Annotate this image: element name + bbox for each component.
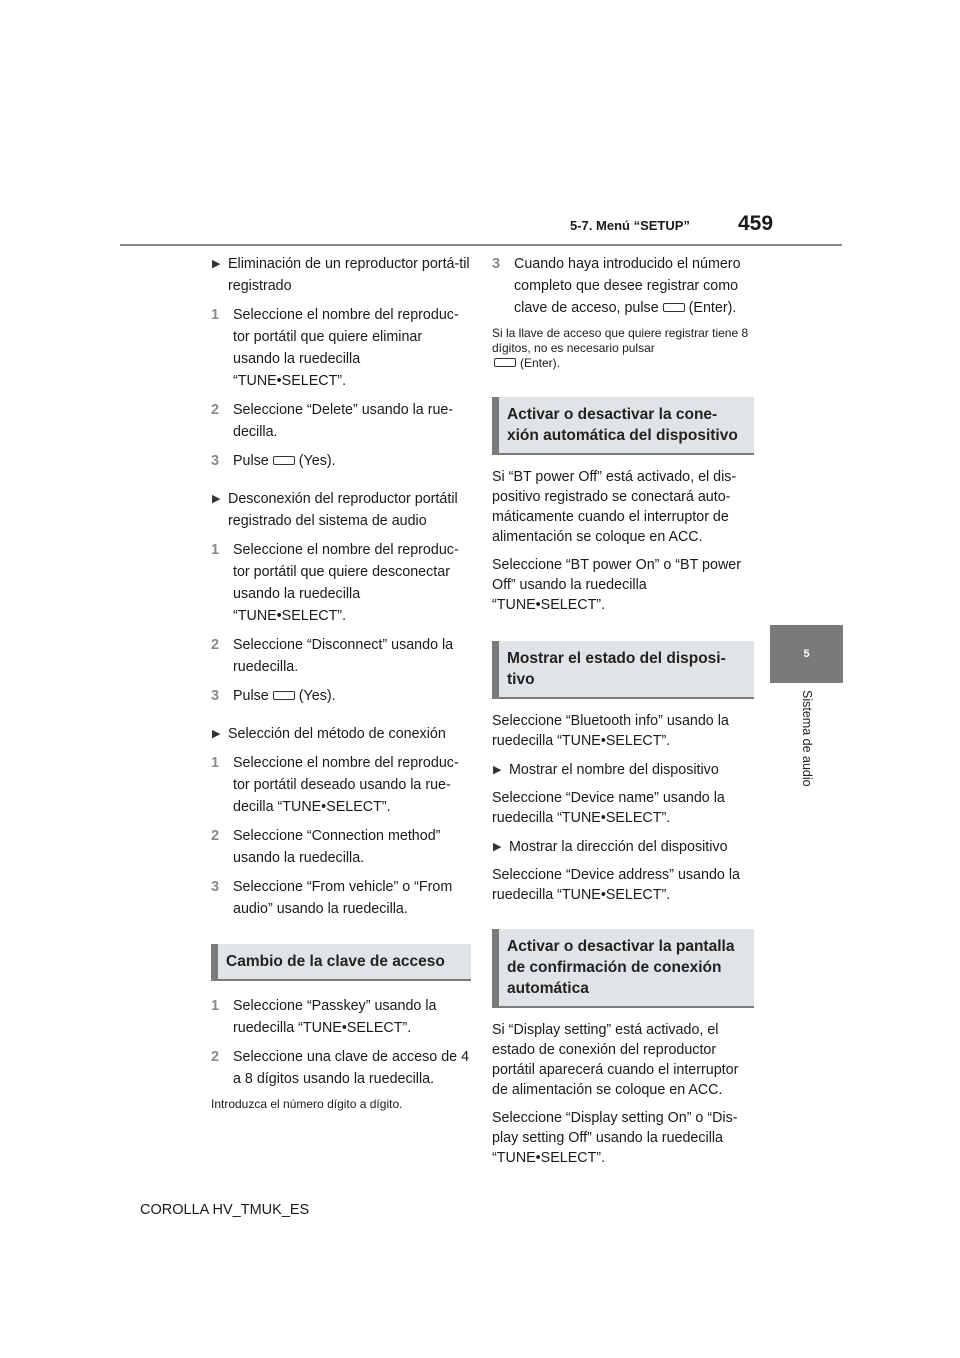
bullet-device-name: ▶ Mostrar el nombre del dispositivo xyxy=(492,759,754,781)
step: 3 Pulse (Yes). xyxy=(211,453,336,469)
step: 2 Seleccione una clave de acceso de 4 a 8 dígitos usando la ruedecilla. xyxy=(211,1049,470,1087)
step: 3 Pulse (Yes). xyxy=(211,688,336,704)
paragraph: Seleccione “Display setting On” o “Dis-play setting Off” usando la ruedecilla “TUNE•SELECT”. xyxy=(492,1110,738,1166)
step: 3 Seleccione “From vehicle” o “From audio” usando la ruedecilla. xyxy=(211,879,453,917)
heading-auto-connect: Activar o desactivar la cone-xión automática del dispositivo xyxy=(492,397,754,455)
bullet-connection-method: ▶ Selección del método de conexión xyxy=(211,723,471,745)
step: 1 Seleccione “Passkey” usando la ruedecilla “TUNE•SELECT”. xyxy=(211,998,437,1036)
triangle-right-icon: ▶ xyxy=(212,493,221,505)
paragraph: Seleccione “Device address” usando la ruedecilla “TUNE•SELECT”. xyxy=(492,867,740,903)
bullet-disconnect-player: ▶ Desconexión del reproductor portátil registrado del sistema de audio xyxy=(211,488,471,532)
triangle-right-icon: ▶ xyxy=(212,258,221,270)
paragraph: Seleccione “Device name” usando la ruedecilla “TUNE•SELECT”. xyxy=(492,790,725,826)
paragraph: Si “BT power Off” está activado, el dis-positivo registrado se conectará auto-máticamente cuando el interruptor de alimentación se coloque en ACC. xyxy=(492,469,737,545)
right-column xyxy=(492,253,754,1176)
page-number: 459 xyxy=(738,212,774,235)
footer-model-code: COROLLA HV_TMUK_ES xyxy=(140,1202,310,1218)
triangle-right-icon: ▶ xyxy=(493,841,502,853)
step: 2 Seleccione “Delete” usando la rue-decilla. xyxy=(211,402,454,440)
bullet-device-address: ▶ Mostrar la dirección del dispositivo xyxy=(492,836,754,858)
heading-device-status: Mostrar el estado del disposi-tivo xyxy=(492,641,754,699)
paragraph: Si “Display setting” está activado, el estado de conexión del reproductor portátil aparecerá cuando el interruptor de alimentación se coloque en ACC. xyxy=(492,1022,739,1098)
paragraph: Seleccione “BT power On” o “BT power Off” usando la ruedecilla “TUNE•SELECT”. xyxy=(492,557,741,613)
button-icon xyxy=(663,303,685,312)
chapter-number: 5 xyxy=(803,648,810,660)
step: 2 Seleccione “Connection method” usando la ruedecilla. xyxy=(211,828,441,866)
step: 1 Seleccione el nombre del reproduc-tor portátil deseado usando la rue-decilla “TUNE•SELECT”. xyxy=(211,755,459,815)
section-title: 5-7. Menú “SETUP” xyxy=(570,218,690,233)
paragraph: Seleccione “Bluetooth info” usando la ruedecilla “TUNE•SELECT”. xyxy=(492,713,729,749)
note: Si la llave de acceso que quiere registrar tiene 8 dígitos, no es necesario pulsar (Enter). xyxy=(492,326,749,370)
step: 1 Seleccione el nombre del reproduc-tor portátil que quiere eliminar usando la ruedecilla “TUNE•SELECT”. xyxy=(211,307,459,389)
left-column xyxy=(211,253,471,1122)
bullet-remove-player: ▶ Eliminación de un reproductor portá-til registrado xyxy=(211,253,471,297)
button-icon xyxy=(273,691,295,700)
step: 2 Seleccione “Disconnect” usando la ruedecilla. xyxy=(211,637,454,675)
chapter-tab xyxy=(770,625,843,683)
chapter-label: Sistema de audio xyxy=(800,690,814,787)
note: Introduzca el número dígito a dígito. xyxy=(211,1097,403,1111)
heading-display-setting: Activar o desactivar la pantalla de confirmación de conexión automática xyxy=(492,929,754,1008)
triangle-right-icon: ▶ xyxy=(493,764,502,776)
step: 1 Seleccione el nombre del reproduc-tor portátil que quiere desconectar usando la ruedecilla “TUNE•SELECT”. xyxy=(211,542,459,624)
button-icon xyxy=(273,456,295,465)
heading-passkey: Cambio de la clave de acceso xyxy=(211,944,471,981)
button-icon xyxy=(494,358,516,367)
header-rule xyxy=(120,244,842,246)
step: 3 Cuando haya introducido el número completo que desee registrar como clave de acceso, pulse (Enter). xyxy=(492,256,741,316)
triangle-right-icon: ▶ xyxy=(212,728,221,740)
